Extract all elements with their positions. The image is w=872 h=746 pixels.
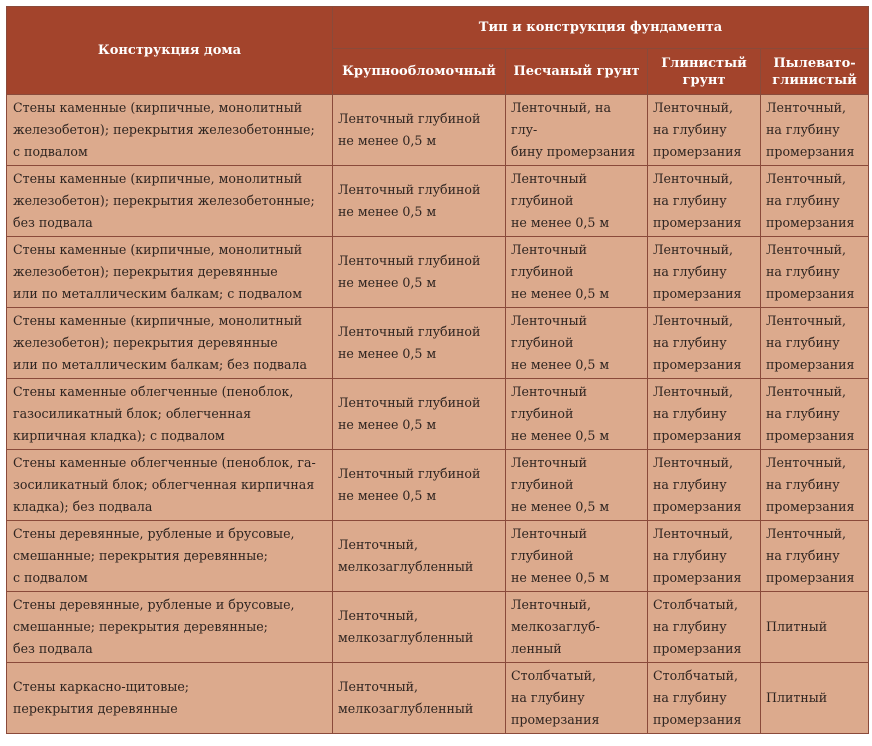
- clay-soil-cell: Ленточный, на глубину промерзания: [648, 521, 761, 592]
- table-row: [7, 166, 869, 237]
- coarse-soil-cell: Ленточный, мелкозаглубленный: [333, 592, 506, 663]
- table-row: [7, 592, 869, 663]
- clay-soil-cell: Столбчатый, на глубину промерзания: [648, 592, 761, 663]
- house-construction-cell: Стены каменные (кирпичные, монолитный железобетон); перекрытия железобетонные; с подвалом: [7, 95, 333, 166]
- coarse-soil-cell: Ленточный, мелкозаглубленный: [333, 521, 506, 592]
- house-construction-cell: Стены каменные облегченные (пеноблок, га- зосиликатный блок; облегченная кирпичная кладка); без подвала: [7, 450, 333, 521]
- clay-soil-cell: Ленточный, на глубину промерзания: [648, 95, 761, 166]
- coarse-soil-cell: Ленточный глубиной не менее 0,5 м: [333, 308, 506, 379]
- house-construction-cell: Стены каркасно-щитовые; перекрытия деревянные: [7, 663, 333, 734]
- header-clay-soil: Глинистый грунт: [648, 49, 761, 95]
- house-construction-cell: Стены каменные (кирпичные, монолитный железобетон); перекрытия деревянные или по металлическим балкам; без подвала: [7, 308, 333, 379]
- coarse-soil-cell: Ленточный глубиной не менее 0,5 м: [333, 166, 506, 237]
- sand-soil-cell: Ленточный глубиной не менее 0,5 м: [506, 379, 648, 450]
- silty-clay-soil-cell: Плитный: [761, 663, 869, 734]
- sand-soil-cell: Ленточный, на глу- бину промерзания: [506, 95, 648, 166]
- coarse-soil-cell: Ленточный, мелкозаглубленный: [333, 663, 506, 734]
- coarse-soil-cell: Ленточный глубиной не менее 0,5 м: [333, 379, 506, 450]
- clay-soil-cell: Ленточный, на глубину промерзания: [648, 450, 761, 521]
- silty-clay-soil-cell: Ленточный, на глубину промерзания: [761, 95, 869, 166]
- silty-clay-soil-cell: Ленточный, на глубину промерзания: [761, 166, 869, 237]
- sand-soil-cell: Ленточный глубиной не менее 0,5 м: [506, 521, 648, 592]
- house-construction-cell: Стены каменные (кирпичные, монолитный железобетон); перекрытия железобетонные; без подвала: [7, 166, 333, 237]
- header-foundation-type: Тип и конструкция фундамента: [333, 7, 869, 49]
- silty-clay-soil-cell: Ленточный, на глубину промерзания: [761, 521, 869, 592]
- table-row: [7, 521, 869, 592]
- silty-clay-soil-cell: Ленточный, на глубину промерзания: [761, 237, 869, 308]
- table-row: [7, 450, 869, 521]
- clay-soil-cell: Ленточный, на глубину промерзания: [648, 166, 761, 237]
- sand-soil-cell: Ленточный глубиной не менее 0,5 м: [506, 166, 648, 237]
- coarse-soil-cell: Ленточный глубиной не менее 0,5 м: [333, 237, 506, 308]
- header-house-construction: Конструкция дома: [7, 7, 333, 95]
- clay-soil-cell: Ленточный, на глубину промерзания: [648, 379, 761, 450]
- silty-clay-soil-cell: Плитный: [761, 592, 869, 663]
- clay-soil-cell: Ленточный, на глубину промерзания: [648, 308, 761, 379]
- house-construction-cell: Стены каменные (кирпичные, монолитный железобетон); перекрытия деревянные или по металлическим балкам; с подвалом: [7, 237, 333, 308]
- sand-soil-cell: Ленточный глубиной не менее 0,5 м: [506, 450, 648, 521]
- silty-clay-soil-cell: Ленточный, на глубину промерзания: [761, 308, 869, 379]
- header-sand-soil: Песчаный грунт: [506, 49, 648, 95]
- sand-soil-cell: Ленточный глубиной не менее 0,5 м: [506, 308, 648, 379]
- sand-soil-cell: Ленточный глубиной не менее 0,5 м: [506, 237, 648, 308]
- header-coarse-soil: Крупнообломочный: [333, 49, 506, 95]
- silty-clay-soil-cell: Ленточный, на глубину промерзания: [761, 379, 869, 450]
- coarse-soil-cell: Ленточный глубиной не менее 0,5 м: [333, 450, 506, 521]
- clay-soil-cell: Ленточный, на глубину промерзания: [648, 237, 761, 308]
- sand-soil-cell: Столбчатый, на глубину промерзания: [506, 663, 648, 734]
- table-row: [7, 308, 869, 379]
- header-silty-clay-soil: Пылевато- глинистый: [761, 49, 869, 95]
- silty-clay-soil-cell: Ленточный, на глубину промерзания: [761, 450, 869, 521]
- house-construction-cell: Стены деревянные, рубленые и брусовые, смешанные; перекрытия деревянные; без подвала: [7, 592, 333, 663]
- sand-soil-cell: Ленточный, мелкозаглуб- ленный: [506, 592, 648, 663]
- coarse-soil-cell: Ленточный глубиной не менее 0,5 м: [333, 95, 506, 166]
- header-row-1: [7, 7, 869, 49]
- house-construction-cell: Стены каменные облегченные (пеноблок, газосиликатный блок; облегченная кирпичная кладка); с подвалом: [7, 379, 333, 450]
- table-row: [7, 237, 869, 308]
- table-row: [7, 95, 869, 166]
- clay-soil-cell: Столбчатый, на глубину промерзания: [648, 663, 761, 734]
- table-row: [7, 663, 869, 734]
- house-construction-cell: Стены деревянные, рубленые и брусовые, смешанные; перекрытия деревянные; с подвалом: [7, 521, 333, 592]
- table-row: [7, 379, 869, 450]
- foundation-table: [6, 6, 869, 734]
